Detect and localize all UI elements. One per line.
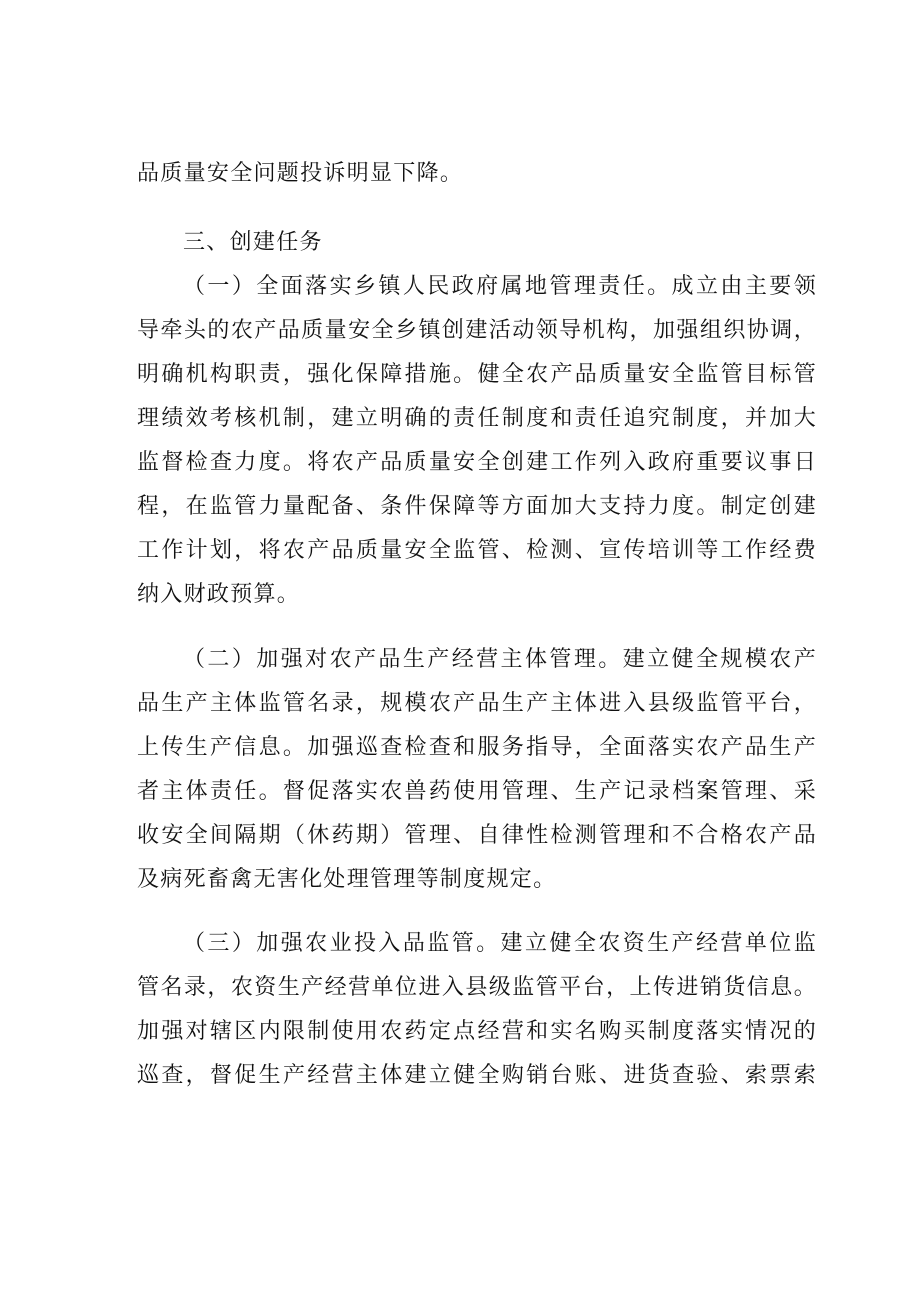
body-text-line: 者主体责任。督促落实农兽药使用管理、生产记录档案管理、采 — [137, 779, 817, 804]
body-text-line: 品生产主体监管名录，规模农产品生产主体进入县级监管平台， — [137, 691, 817, 716]
body-text-line: 巡查，督促生产经营主体建立健全购销台账、进货查验、索票索 — [137, 1063, 817, 1088]
body-text-line: 理绩效考核机制，建立明确的责任制度和责任追究制度，并加大 — [137, 406, 817, 431]
body-text-line: 明确机构职责，强化保障措施。健全农产品质量安全监管目标管 — [137, 362, 817, 387]
body-text-line: 加强对辖区内限制使用农药定点经营和实名购买制度落实情况的 — [137, 1019, 817, 1044]
body-text-line: 收安全间隔期（休药期）管理、自律性检测管理和不合格农产品 — [137, 823, 817, 848]
body-text-line: 品质量安全问题投诉明显下降。 — [137, 161, 464, 186]
body-text-line: 工作计划，将农产品质量安全监管、检测、宣传培训等工作经费 — [137, 538, 817, 563]
subsection-heading-line: （二）加强对农产品生产经营主体管理。建立健全规模农产 — [183, 647, 817, 672]
body-text-line: 监督检查力度。将农产品质量安全创建工作列入政府重要议事日 — [137, 450, 817, 475]
subsection-heading-line: （三）加强农业投入品监管。建立健全农资生产经营单位监 — [183, 931, 817, 956]
body-text-line: 纳入财政预算。 — [137, 582, 301, 607]
subsection-heading-line: （一）全面落实乡镇人民政府属地管理责任。成立由主要领 — [183, 274, 817, 299]
section-heading: 三、创建任务 — [183, 230, 323, 255]
body-text-line: 及病死畜禽无害化处理管理等制度规定。 — [137, 867, 557, 892]
body-text-line: 程，在监管力量配备、条件保障等方面加大支持力度。制定创建 — [137, 494, 817, 519]
body-text-line: 上传生产信息。加强巡查检查和服务指导，全面落实农产品生产 — [137, 735, 817, 760]
body-text-line: 导牵头的农产品质量安全乡镇创建活动领导机构，加强组织协调， — [137, 318, 817, 343]
body-text-line: 管名录，农资生产经营单位进入县级监管平台，上传进销货信息。 — [137, 975, 817, 1000]
